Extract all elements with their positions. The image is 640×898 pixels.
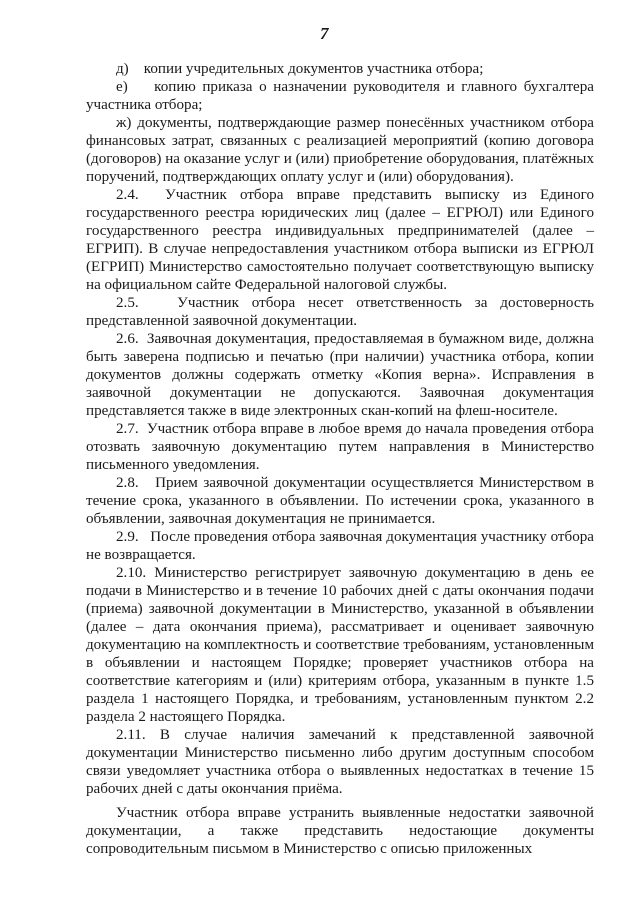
paragraph-2-11: 2.11. В случае наличия замечаний к представленной заявочной документации Министерство письменно либо другим доступным способом связи уведомляет участника отбора о выявленных недостатках в течение 15 рабочих дней с даты окончания приёма. xyxy=(86,727,594,797)
paragraph-2-9: 2.9. После проведения отбора заявочная документация участнику отбора не возвращается. xyxy=(86,529,594,563)
page-number: 7 xyxy=(320,24,329,43)
paragraph-remedy: Участник отбора вправе устранить выявленные недостатки заявочной документации, а также представить недостающие документы сопроводительным письмом в Министерство с описью приложенных xyxy=(86,805,594,857)
paragraph-2-5: 2.5. Участник отбора несет ответственность за достоверность представленной заявочной документации. xyxy=(86,295,594,329)
paragraph-2-8: 2.8. Прием заявочной документации осуществляется Министерством в течение срока, указанного в объявлении. По истечении срока, указанного в объявлении, заявочная документация не принимается. xyxy=(86,475,594,527)
paragraph-item-zh: ж) документы, подтверждающие размер понесённых участником отбора финансовых затрат, связанных с реализацией мероприятий (копию договора (договоров) на оказание услуг и (или) приобретение оборудования, платёжных поручений, подтверждающих оплату услуг и (или) оборудования). xyxy=(86,115,594,185)
paragraph-2-6: 2.6. Заявочная документация, предоставляемая в бумажном виде, должна быть заверена подписью и печатью (при наличии) участника отбора, копии документов должны содержать отметку «Копия верна». Исправления в заявочной документации не допускаются. Заявочная документация представляется также в виде электронных скан-копий на флеш-носителе. xyxy=(86,331,594,419)
paragraph-item-d: д) копии учредительных документов участника отбора; xyxy=(116,61,484,77)
paragraph-item-e: е) копию приказа о назначении руководителя и главного бухгалтера участника отбора; xyxy=(86,79,594,113)
paragraph-2-4: 2.4. Участник отбора вправе представить выписку из Единого государственного реестра юридических лиц (далее – ЕГРЮЛ) или Единого государственного реестра индивидуальных предпринимателей (далее – ЕГРИП). В случае непредоставления участником отбора выписки из ЕГРЮЛ (ЕГРИП) Министерство самостоятельно получает соответствующую выписку на официальном сайте Федеральной налоговой службы. xyxy=(86,187,594,293)
document-body xyxy=(86,60,594,858)
paragraph-2-7: 2.7. Участник отбора вправе в любое время до начала проведения отбора отозвать заявочную документацию путем направления в Министерство письменного уведомления. xyxy=(86,421,594,473)
paragraph-2-10: 2.10. Министерство регистрирует заявочную документацию в день ее подачи в Министерство и в течение 10 рабочих дней с даты окончания подачи (приема) заявочной документации в Министерство, указанной в объявлении (далее – дата окончания приема), рассматривает и оценивает заявочную документацию на комплектность и соответствие требованиям, установленным в объявлении и настоящем Порядке; проверяет участников отбора на соответствие категориям и (или) критериям отбора, указанным в пункте 1.5 раздела 1 настоящего Порядка, и требованиям, установленным пунктом 2.2 раздела 2 настоящего Порядка. xyxy=(86,565,594,725)
